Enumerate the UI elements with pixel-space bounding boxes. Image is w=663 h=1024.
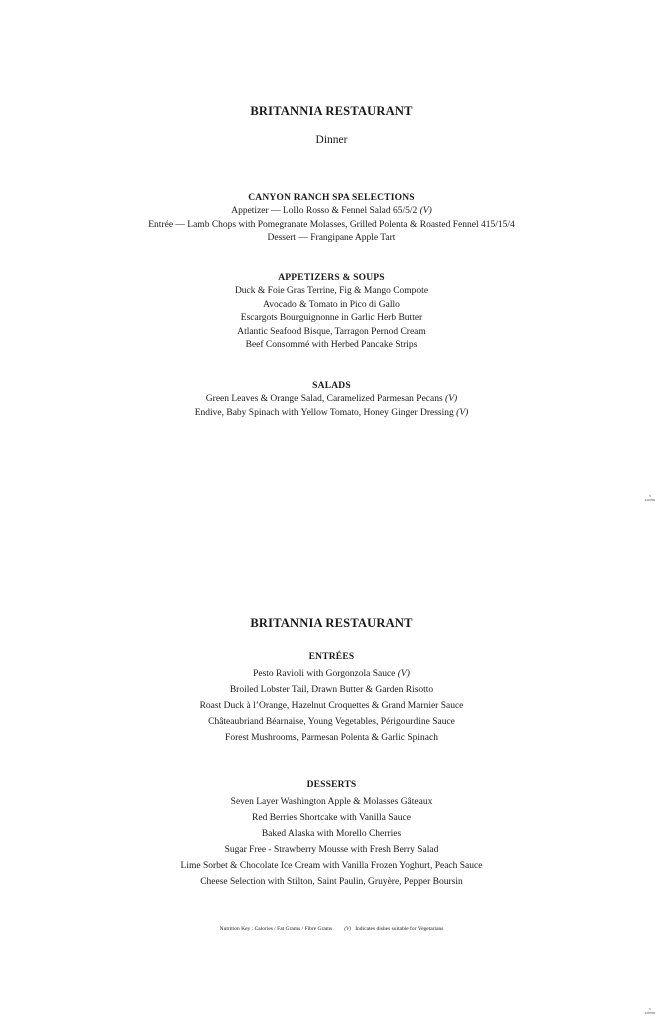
- menu-item: [0, 714, 663, 730]
- page-mark: [645, 494, 656, 502]
- section-heading: CANYON RANCH SPA SELECTIONS: [248, 193, 415, 203]
- menu-item: [0, 826, 663, 842]
- vegetarian-marker: (V): [397, 669, 410, 679]
- page-mark: [645, 1007, 656, 1015]
- page-number: 3: [648, 494, 651, 498]
- menu-item: [0, 285, 663, 299]
- menu-item: [0, 794, 663, 810]
- vegetarian-marker: (V): [419, 206, 432, 216]
- spa-selections-section: [0, 192, 663, 246]
- menu-item: [0, 698, 663, 714]
- dish-name: Green Leaves & Orange Salad, Caramelized Parmesan Pecans: [205, 394, 443, 404]
- print-code: 220706: [644, 1011, 655, 1015]
- dish-name: Sugar Free - Strawberry Mousse with Fresh Berry Salad: [224, 845, 439, 855]
- menu-item: [0, 339, 663, 353]
- section-heading: ENTRÉES: [308, 652, 355, 662]
- nutrition-footnote: [0, 926, 663, 932]
- menu-item: [0, 842, 663, 858]
- dish-name: Cheese Selection with Stilton, Saint Paulin, Gruyère, Pepper Boursin: [200, 877, 463, 887]
- dish-name: Forest Mushrooms, Parmesan Polenta & Garlic Spinach: [225, 733, 438, 743]
- dish-name: Baked Alaska with Morello Cherries: [261, 829, 402, 839]
- salads-section: [0, 380, 663, 420]
- entrees-section: [0, 649, 663, 746]
- dish-name: Beef Consommé with Herbed Pancake Strips: [245, 340, 418, 350]
- menu-item: [0, 874, 663, 890]
- menu-item: [0, 730, 663, 746]
- dish-name: Lime Sorbet & Chocolate Ice Cream with Vanilla Frozen Yoghurt, Peach Sauce: [180, 861, 483, 871]
- menu-item: [0, 312, 663, 326]
- appetizers-soups-section: [0, 272, 663, 353]
- restaurant-title: BRITANNIA RESTAURANT: [250, 616, 413, 630]
- vegetarian-note: Indicates dishes suitable for Vegetarians: [355, 926, 444, 932]
- menu-item: [0, 666, 663, 682]
- dish-name: Avocado & Tomato in Pico di Gallo: [263, 299, 400, 310]
- dish-name: Escargots Bourguignonne in Garlic Herb Butter: [240, 313, 423, 323]
- dish-name: Châteaubriand Béarnaise, Young Vegetables, Périgourdine Sauce: [208, 717, 455, 727]
- dish-name: Endive, Baby Spinach with Yellow Tomato, Honey Ginger Dressing: [194, 407, 454, 418]
- menu-item: [0, 810, 663, 826]
- dish-name: Broiled Lobster Tail, Drawn Butter & Garden Risotto: [229, 685, 434, 695]
- desserts-section: [0, 777, 663, 890]
- section-heading: SALADS: [312, 381, 351, 391]
- dish-name: Seven Layer Washington Apple & Molasses Gâteaux: [230, 797, 433, 807]
- page-number: 3: [648, 1007, 651, 1011]
- dish-name: Roast Duck à l’Orange, Hazelnut Croquettes & Grand Marnier Sauce: [199, 701, 464, 711]
- menu-item: [0, 219, 663, 233]
- menu-item: [0, 393, 663, 407]
- dish-name: Pesto Ravioli with Gorgonzola Sauce: [253, 669, 396, 679]
- menu-item: [0, 326, 663, 340]
- vegetarian-marker: (V): [445, 394, 458, 404]
- meal-subtitle: Dinner: [315, 134, 348, 146]
- dish-name: Dessert — Frangipane Apple Tart: [267, 233, 396, 243]
- restaurant-title: BRITANNIA RESTAURANT: [250, 104, 413, 118]
- dish-name: Appetizer — Lollo Rosso & Fennel Salad 65/5/2: [231, 206, 418, 216]
- section-heading: APPETIZERS & SOUPS: [278, 273, 385, 283]
- menu-page-2: [0, 512, 663, 1024]
- nutrition-key: Nutrition Key : Calories / Fat Grams / Fibre Grams: [219, 926, 333, 932]
- dish-name: Entrée — Lamb Chops with Pomegranate Molasses, Grilled Polenta & Roasted Fennel 415/15/4: [148, 219, 515, 230]
- print-code: 220706: [644, 498, 655, 502]
- menu-item: [0, 858, 663, 874]
- menu-item: [0, 682, 663, 698]
- dish-name: Atlantic Seafood Bisque, Tarragon Pernod Cream: [237, 326, 426, 337]
- dish-name: Duck & Foie Gras Terrine, Fig & Mango Compote: [234, 286, 429, 296]
- menu-item: [0, 232, 663, 246]
- menu-item: [0, 205, 663, 219]
- menu-item: [0, 299, 663, 313]
- section-heading: DESSERTS: [306, 780, 357, 790]
- vegetarian-marker: (V): [456, 407, 469, 418]
- dish-name: Red Berries Shortcake with Vanilla Sauce: [252, 813, 411, 823]
- menu-item: [0, 407, 663, 421]
- vegetarian-symbol: (V): [344, 926, 352, 932]
